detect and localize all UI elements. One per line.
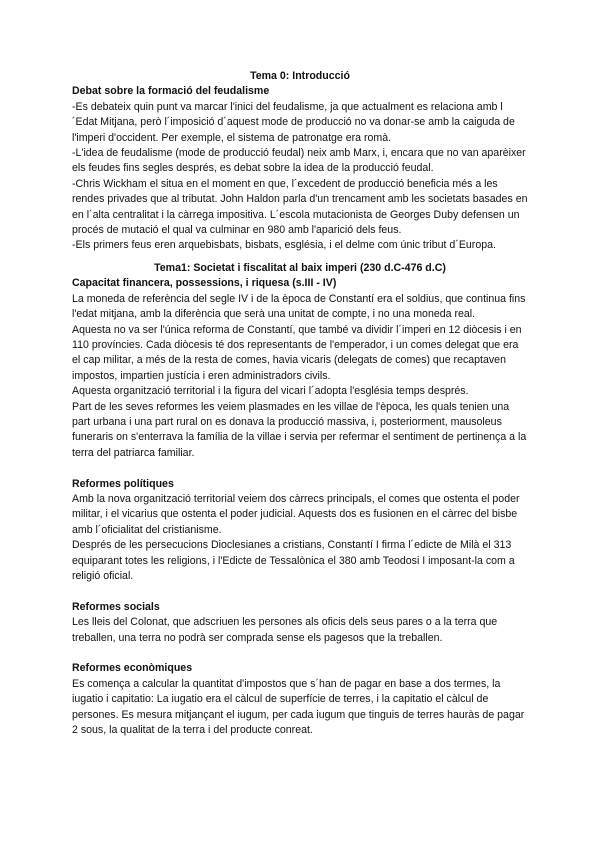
politiques-paragraph: Després de les persecucions Dioclesianes a cristians, Constantí I firma l´edicte de Milà el 313 equiparant totes les religions, i l'Edicte de Tessalònica el 380 amb Teodosi I imposant-la com a religió oficial. xyxy=(72,539,515,582)
economiques-heading: Reformes econòmiques xyxy=(72,662,193,675)
section0-paragraph: -L'idea de feudalisme (mode de producció feudal) neix amb Marx, i, encara que no van aparèixer els feudes fins segles després, es debat sobre la idea de la producció feudal. xyxy=(72,147,526,175)
section0-paragraph: -Els primers feus eren arquebisbats, bisbats, església, i el delme com únic tribut d´Europa. xyxy=(72,239,496,252)
section1-paragraph: Part de les seves reformes les veiem plasmades en les villae de l'època, les quals tenien una part urbana i una part rural on es donava la producció massiva, i, posteriorment, mausoleus funeraris on s'enterrava la família de la villae i servia per refermar el sentiment de pertinença a la terra del patriarca familiar. xyxy=(72,400,527,459)
document-page xyxy=(72,69,528,738)
section1-paragraph: Aquesta no va ser l'única reforma de Constantí, que també va dividir l´imperi en 12 diòcesis i en 110 províncies. Cada diòcesis té dos representants de l'emperador, i un comes delegat que era el cap militar, a més de la resta de comes, havia vicaris (delegats de comes) que recaptaven impostos, impartien justícia i eren administradors civils. xyxy=(72,323,522,382)
section0-title: Tema 0: Introducció xyxy=(250,70,350,82)
section0-heading: Debat sobre la formació del feudalisme xyxy=(72,85,270,98)
section0-paragraph: -Es debateix quin punt va marcar l'inici del feudalisme, ja que actualment es relaciona amb l´Edat Mitjana, però l´imposició d´aquest mode de producció no va donar-se amb la caiguda de l'imperi d'occident. Per exemple, el sistema de patronatge era romà. xyxy=(72,100,515,144)
socials-paragraph: Les lleis del Colonat, que adscriuen les persones als oficis dels seus pares o a la terra que treballen, una terra no podrà ser comprada sense els pagesos que la treballen. xyxy=(72,616,498,644)
spacer xyxy=(72,461,528,476)
section0-paragraph: -Chris Wickham el situa en el moment en que, l´excedent de producció beneficia més a les rendes privades que al tributat. John Haldon parla d'un trencament amb les societats basades en en l´alta centralitat i la càrrega impositiva. L´escola mutacionista de Georges Duby defensen un procés de mutació el qual va culminar en 980 amb l'aparició dels feus. xyxy=(72,177,528,237)
section1-paragraph: Aquesta organització territorial i la figura del vicari l´adopta l'església temps després. xyxy=(72,385,469,398)
politiques-paragraph: Amb la nova organització territorial veiem dos càrrecs principals, el comes que ostenta el poder militar, i el vicarius que ostenta el poder judicial. Aquests dos es fusionen en el càrrec del bisbe amb l´oficialitat del cristianisme. xyxy=(72,492,520,536)
section1-title: Tema1: Societat i fiscalitat al baix imperi (230 d.C-476 d.C) xyxy=(154,261,446,274)
politiques-heading: Reformes polítiques xyxy=(72,477,174,490)
spacer xyxy=(72,584,528,599)
spacer xyxy=(72,646,528,661)
section1-paragraph: La moneda de referència del segle IV i de la època de Constantí era el soldius, que continua fins l'edat mitjana, amb la diferència que serà una unitat de compte, i no una moneda real. xyxy=(72,292,526,321)
socials-heading: Reformes socials xyxy=(72,600,160,613)
economiques-paragraph: Es comença a calcular la quantitat d'impostos que s´han de pagar en base a dos termes, la iugatio i capitatio: La iugatio era el càlcul de superfície de terres, i la capitatio el càlcul de persones. Es mesura mitjançant el iugum, per cada iugum que tinguis de terres hauràs de pagar 2 sous, la qualitat de la terra i del producte conreat. xyxy=(72,677,525,737)
section1-heading: Capacitat financera, possessions, i riquesa (s.III - IV) xyxy=(72,277,337,290)
